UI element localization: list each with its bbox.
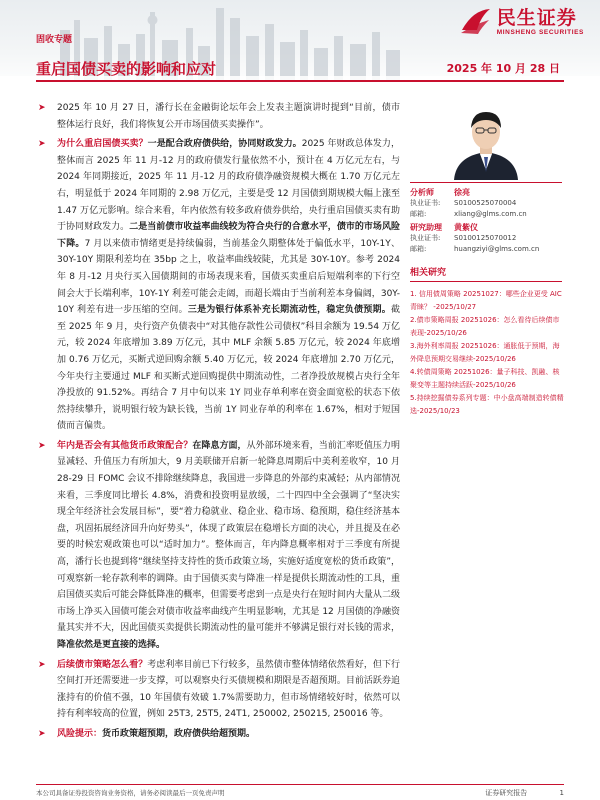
related-item[interactable]: 4.转债周策略 20251026：量子科技、凯融、核聚变等主题持续活跃-2025/10/26 <box>410 368 560 389</box>
paragraph-text: 考虑利率目前已下行较多，虽然债市整体情绪依然看好，但下行空间打开还需要进一步支撑，可以观察央行买债规模和期限是否超预期。目前活跃券追涨持有的价值不强，10 年国债有效破 1.7%需要助力，但市场情绪较好时，依然可以持有利率较高的位置，例如 25T3, 25T5, 24T1, 250002, 250215, 250016 等。 <box>57 659 400 720</box>
assistant-name: 黄紫仪 <box>454 223 478 232</box>
footer-label: 证券研究报告 <box>485 789 528 797</box>
paragraph-text: 7 月以来债市情绪更是持续偏弱，当前基金久期整体处于偏低水平，10Y-1Y、30Y-10Y 期限利差均在 35bp 之上，收益率曲线较陡，尤其是 30Y-10Y。参考 2024 年 8 月-12 月央行买入国债期间的市场表现来看，国债买卖重启后短端利率的下行空间会大于长端利率，10Y-1Y 利差可能会走阔，而超长端由于当前利差本身偏阔，30Y-10Y 利差有进一步压缩的空间。 <box>57 238 400 316</box>
related-research-heading: 相关研究 <box>410 268 447 278</box>
analyst-cert: S0100525070004 <box>454 199 517 207</box>
bullet-arrow-icon: ➤ <box>38 659 46 670</box>
assistant-cert: S0100125070012 <box>454 234 517 242</box>
body-paragraph <box>38 438 400 654</box>
analyst-info <box>410 187 566 255</box>
paragraph-text: 从外部环境来看，当前汇率贬值压力明显减轻、升值压力有所加大，9 月美联储开启新一轮降息周期后中美利差收窄，10 月 28-29 日 FOMC 会议不排除继续降息，我国进一步降息的外部约束减轻；从内部情况来看，三季度同比增长 4.8%，消费和投资明显放缓，二十四四中全会强调了“坚决实现全年经济社会发展目标”，要“着力稳就业、稳企业、稳市场、稳预期，稳住经济基本盘，巩固拓展经济回升向好势头”，体现了政策层在稳增长方面的决心，并且提及在必要的时候宏观政策也可以“适时加力”。整体而言，年内降息概率相对于三季度有所提高，潘行长也提到将“继续坚持支持性的货币政策立场，实施好适度宽松的货币政策”，可观察新一轮存款利率的调降。由于国债买卖与降准一样是提供长期流动性的工具，重启国债买卖后可能会降低降准的概率，但需要考虑到一点是央行在短时间内大量从二级市场上净买入国债可能会对债市收益率曲线产生明显影响，尤其是 12 月国债的净融资量其实并不大，因此国债买卖提供长期流动性的量可能并不够满足银行对长钱的需求， <box>57 440 400 634</box>
related-item[interactable]: 5.持续挖掘债券系列专题：中小盘高端制造转债精选-2025/10/23 <box>410 394 564 415</box>
related-item[interactable]: 3.海外利率周报 20251026：通胀低于预期，海外降息预期交易继续-2025/10/26 <box>410 342 560 363</box>
report-title: 重启国债买卖的影响和应对 <box>36 60 217 78</box>
logo-chinese: 民生证券 <box>496 6 577 29</box>
section-lead: 为什么重启国债买卖？ <box>57 139 148 150</box>
paragraph-text: 截至 2025 年 9 月，央行资产负债表中“对其他存款性公司债权”科目余额为 19.54 万亿元，较 2024 年底增加 3.89 万亿元，其中 MLF 余额 5.85 万亿元，较 2024 年底增加 0.76 万亿元，买断式逆回购余额 5.40 万亿元，较 2024 年底增加 2.70 万亿元，今年央行主要通过 MLF 和买断式逆回购提供中期流动性，二者净投放规模占央行全年净投放的 91.52%。再结合 7 月中旬以来 1Y 同业存单利率在资金面宽松的状态下依然持续攀升，说明银行较为缺长钱，当前 1Y 同业存单的利率在 1.67%，相对于短国债而言偏贵。 <box>57 305 400 432</box>
key-point: 降准依然是更直接的选择。 <box>57 640 166 650</box>
related-research-list <box>410 288 566 418</box>
logo-english: MINSHENG SECURITIES <box>496 28 584 36</box>
minsheng-logo-icon <box>459 6 493 36</box>
footer-info <box>485 788 564 798</box>
sidebar <box>410 100 566 418</box>
analyst-portrait-image <box>446 100 526 180</box>
email-label: 邮箱: <box>410 210 427 218</box>
section-lead: 年内是否会有其他货币政策配合？ <box>57 440 193 451</box>
photo-divider <box>410 182 562 183</box>
report-header <box>0 0 600 88</box>
paragraph-text: 2025 年 10 月 27 日，潘行长在金融街论坛年会上发表主题演讲时提到“目前，债市整体运行良好，我们将恢复公开市场国债买卖操作”。 <box>57 103 400 130</box>
page-number: 1 <box>559 789 564 797</box>
brand-logo <box>459 6 584 36</box>
report-date: 2025 年 10 月 28 日 <box>446 62 560 75</box>
email-label: 邮箱: <box>410 245 427 253</box>
footer-disclaimer: 本公司具备证券投资咨询业务资格，请务必阅读最后一页免责声明 <box>36 789 225 797</box>
section-lead: 后续债市策略怎么看？ <box>57 659 148 670</box>
cert-label: 执业证书: <box>410 234 441 242</box>
cert-label: 执业证书: <box>410 199 441 207</box>
body-paragraph <box>38 100 400 133</box>
analyst-photo <box>410 100 562 180</box>
section-lead: 风险提示： <box>57 728 103 739</box>
related-item[interactable]: 1. 信用债周策略 20251027：哪些企业更受 AIC 青睐？ -2025/10/27 <box>410 290 562 311</box>
body-paragraph <box>38 726 400 743</box>
key-point: 货币政策超预期，政府债供给超预期。 <box>102 728 256 739</box>
paragraph-text: 2025 年财政总体发力，整体而言 2025 年 11 月-12 月的政府债发行量依然不小，预计在 4 万亿元左右，与 2024 年同期接近，2025 年 11 月-12 月的政府债净融资规模大概在 1.70 万亿元左右，明显低于 2024 年同期的 2.98 万亿元，主要是受 12 月国债到期规模大幅上涨至 1.47 万亿元影响。综合来看，年内依然有较多政府债券供给，央行重启国债买卖有助于协同财政发力。 <box>57 139 400 233</box>
bullet-arrow-icon: ➤ <box>38 103 46 113</box>
header-divider <box>36 80 564 82</box>
bullet-arrow-icon: ➤ <box>38 728 46 739</box>
related-divider <box>410 281 562 282</box>
assistant-email[interactable]: huangziyi@glms.com.cn <box>454 245 540 253</box>
analyst-name: 徐亮 <box>454 188 470 197</box>
bullet-arrow-icon: ➤ <box>38 139 46 150</box>
analyst-role: 分析师 <box>410 188 434 197</box>
bullet-arrow-icon: ➤ <box>38 440 46 451</box>
key-point: 三是为银行体系补充长期流动性，稳定负债预期。 <box>187 305 391 316</box>
key-point: 二是当前债市收益率曲线较为符合央行的合意水平，债市的市场风险下降。 <box>57 222 400 249</box>
analyst-email[interactable]: xliang@glms.com.cn <box>454 210 527 218</box>
body-paragraph <box>38 657 400 723</box>
related-item[interactable]: 2.债市策略周报 20251026：怎么看待后续债市表现-2025/10/26 <box>410 316 560 337</box>
report-body <box>38 100 400 743</box>
body-paragraph <box>38 136 400 435</box>
report-category: 固收专题 <box>36 35 73 45</box>
key-point: 在降息方面， <box>192 440 247 451</box>
assistant-role: 研究助理 <box>410 223 442 232</box>
footer-divider <box>36 784 564 785</box>
key-point: 一是配合政府债供给，协同财政发力。 <box>147 139 302 150</box>
